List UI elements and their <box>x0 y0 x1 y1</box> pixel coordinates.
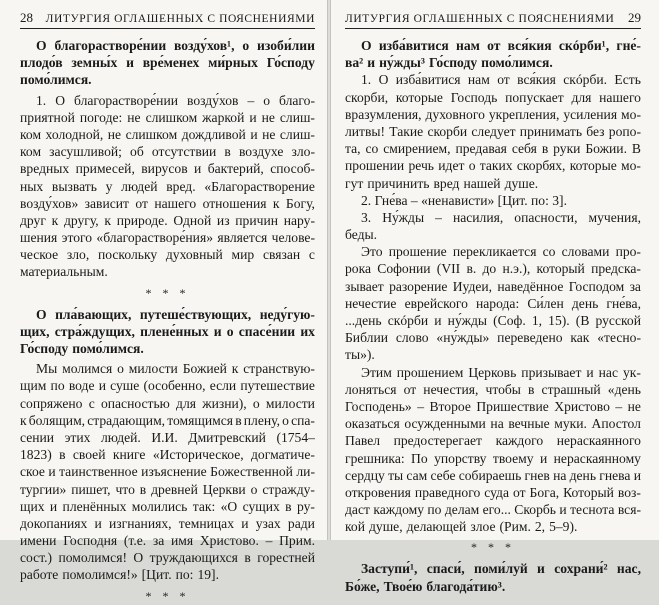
text-line: шения этого «благорастворе́ния» является челове- <box>20 230 315 246</box>
right-paragraph-4 <box>345 243 641 363</box>
left-page-number: 28 <box>20 10 33 25</box>
right-petition-1 <box>345 37 641 71</box>
text-line: Го́споду помо́лимся. <box>20 341 144 356</box>
text-line: тургии» пишет, что в древней Церкви о стражду- <box>20 481 315 497</box>
left-running-head <box>20 10 315 29</box>
text-line: зывает разорение Иудеи, наведённое Господом за <box>345 278 641 294</box>
text-line: нечестие еврейского народа: Си́лен день гне́ва, <box>345 295 641 311</box>
text-line: лоняться от нечестия, чтобы в страшный «день <box>345 381 641 397</box>
text-line: плодо́в земны́х и вре́менех ми́рных Го́споду <box>20 55 315 71</box>
text-line: грешника: По упорству твоему и нераскаянному <box>345 450 641 466</box>
left-running-title: ЛИТУРГИЯ ОГЛАШЕННЫХ С ПОЯСНЕНИЯМИ <box>45 13 315 25</box>
left-separator-1: * * * <box>145 285 190 300</box>
text-line: ...день скóрби и ну́жды (Соф. 1, 15). (В русской <box>345 313 641 328</box>
text-line: литвы! Такие скорби следует принимать без ропо- <box>345 123 641 139</box>
text-line: кой душе, делающей злое (Рим. 2, 5–9). <box>345 519 578 535</box>
text-line: вредных примесей, вирусов и бактерий, способ- <box>20 161 315 177</box>
text-line: Бо́же, Твое́ю благода́тию³. <box>345 578 506 594</box>
text-line: материальным. <box>20 264 108 280</box>
text-line: ское и таинственное изъяснение Божественной ли- <box>20 464 315 480</box>
text-line: О благорастворе́нии возду́хов¹, о изоби́лии <box>36 38 315 53</box>
text-line: гут причинить вред нашей душе. <box>345 175 539 191</box>
right-petition-2 <box>345 560 641 594</box>
text-line: оказаться осужденными на вечные муки. Апостол <box>345 416 641 432</box>
text-line: помо́лимся. <box>20 72 92 88</box>
right-separator: * * * <box>471 540 515 555</box>
text-line: сост.) помолимся! О труждающихся в горестней <box>20 550 315 566</box>
text-line: О изба́витися нам от вся́кия скóрби¹, гне́- <box>361 38 641 53</box>
right-paragraph-1 <box>345 71 641 191</box>
left-separator-2: * * * <box>145 588 190 603</box>
text-line: сении этих людей. И.И. Дмитревский (1754– <box>20 429 315 445</box>
text-line: откровения праведного суда от Бога, Который воз- <box>345 484 641 500</box>
right-running-head <box>345 10 641 29</box>
text-line: ческое зло, поскольку духовный мир связан с <box>20 247 315 263</box>
text-line: имени Господня (т.е. за имя Христово. – Прим. <box>20 533 315 549</box>
left-page <box>0 0 327 603</box>
text-line: сопряжено с опасностью для жизни), о милости <box>20 395 315 411</box>
text-line: О пла́вающих, путеше́ствующих, неду́гую- <box>36 306 315 322</box>
text-line: сердцу ты сам себе собираешь гнев на день гнева и <box>345 467 641 483</box>
text-line: ных вызвать у людей вред. «Благорастворение <box>20 178 315 194</box>
text-line: та, со смирением, предавая себя в руки Божии. В <box>345 141 641 157</box>
right-running-title: ЛИТУРГИЯ ОГЛАШЕННЫХ С ПОЯСНЕНИЯМИ <box>345 13 615 25</box>
text-line: щих и пленённых молились так: «О сущих в ру- <box>20 498 315 514</box>
left-petition-1 <box>20 37 315 89</box>
text-line: 1823) в своей книге «Историческое, догматиче- <box>20 447 315 463</box>
left-paragraph-1 <box>20 92 315 281</box>
text-line: ва² и ну́жды³ Го́споду помо́лимся. <box>345 55 553 71</box>
text-line: щих, стра́ждущих, плене́нных и о спасе́нии их <box>20 323 315 339</box>
text-line: щим по воде и суше (особенно, если путешествие <box>20 378 315 394</box>
text-line: друг к другу, к природе. Одной из причин нару- <box>20 212 315 228</box>
text-line: 1. О благорастворе́нии возду́хов – о благо- <box>36 92 315 108</box>
text-line: Библии слово «ну́жды» переведено как «тесно- <box>345 330 641 346</box>
text-line: рока Софонии (VII в. до н.э.), который предска- <box>345 261 641 277</box>
right-page <box>331 0 659 594</box>
text-line: ты»). <box>345 347 375 363</box>
text-line: 1. О изба́витися нам от вся́кия скóрби. Есть <box>361 72 641 88</box>
text-line: вразумления, духовного укрепления, усиления мо- <box>345 106 641 122</box>
text-line: скорби, которые Господь попускает для нашего <box>345 89 641 105</box>
text-line: 3. Ну́жды – насилия, опасности, мучения, <box>361 209 641 225</box>
text-line: возду́хов» зависит от нашего отношения к Богу, <box>20 195 315 211</box>
text-line: беды. <box>345 227 378 243</box>
right-page-number: 29 <box>628 10 641 25</box>
right-paragraph-2: 2. Гне́ва – «ненависти» [Цит. по: 3]. <box>361 192 567 208</box>
text-line: Мы молимся о милости Божией к странствую- <box>36 361 315 377</box>
text-line: докопаниях и изгнаниях, темницах и узах ради <box>20 515 315 531</box>
text-line: даст каждому по делам его... Скорбь и теснота вся- <box>345 502 641 518</box>
text-line: Этим прошением Церковь призывает и нас ук- <box>361 364 641 380</box>
right-paragraph-3 <box>345 209 641 243</box>
text-line: ком холодной, не слишком дождливой и не слиш- <box>20 126 315 142</box>
text-line: Павел предостерегает каждого нераскаянного <box>345 433 641 449</box>
text-line: к болящим, страдающим, томящимся в плену, о спа- <box>20 412 315 428</box>
text-line: Это прошение перекликается со словами про- <box>361 244 641 260</box>
text-line: Заступи́¹, спаси́, поми́луй и сохрани́² нас, <box>361 561 641 577</box>
text-line: ком засушливой; об отсутствии в воздухе зло- <box>20 144 315 160</box>
text-line: приятной погоде: не слишком жаркой и не слиш- <box>20 109 315 125</box>
text-line: прошении речь идет о таких скорбях, которые мо- <box>345 158 641 174</box>
left-petition-2 <box>20 306 315 358</box>
text-line: работе помолимся!» [Цит. по: 19]. <box>20 567 219 583</box>
left-paragraph-2 <box>20 360 315 583</box>
right-paragraph-5 <box>345 364 641 536</box>
text-line: Господень» – Второе Пришествие Христово – не <box>345 398 641 414</box>
